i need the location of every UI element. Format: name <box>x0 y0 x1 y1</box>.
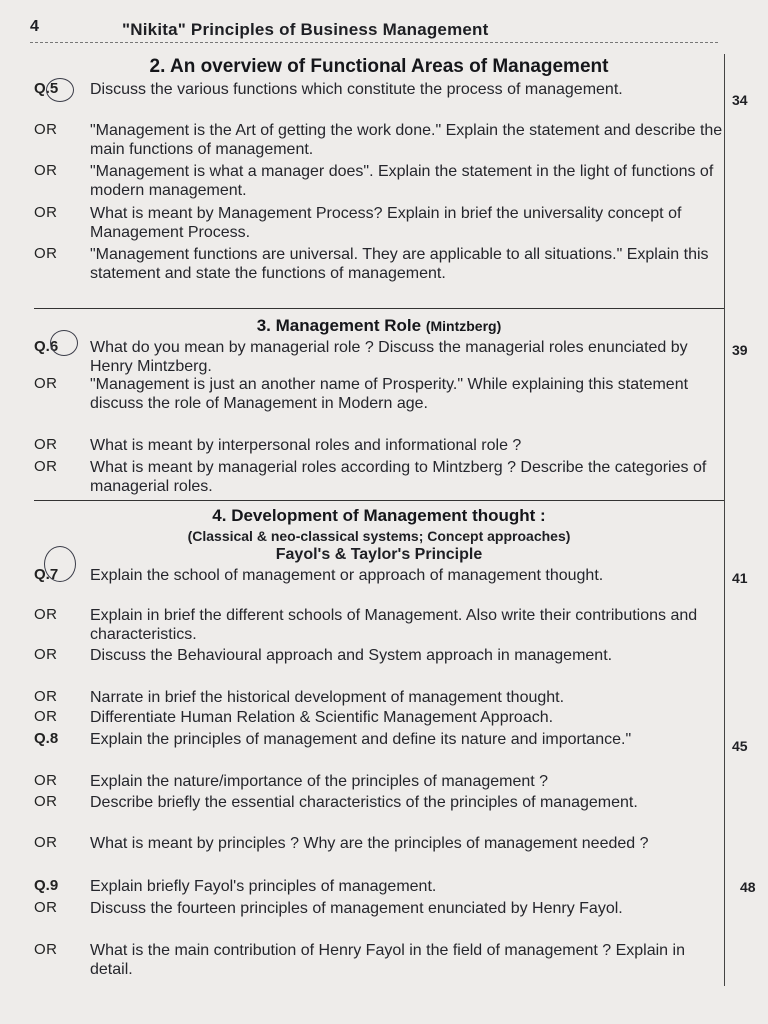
question-label: OR <box>34 688 58 705</box>
question-label: OR <box>34 772 58 789</box>
question-text: Discuss the fourteen principles of management enunciated by Henry Fayol. <box>90 900 623 917</box>
question-text: Explain briefly Fayol's principles of management. <box>90 878 437 895</box>
question-text: Discuss the Behavioural approach and System approach in management. <box>90 647 613 664</box>
question-label: Q.8 <box>34 730 59 747</box>
section-title-3-main: 3. Management Role <box>256 316 422 335</box>
question-label: Q.9 <box>34 877 59 894</box>
section-subtitle-4b: Fayol's & Taylor's Principle <box>275 546 483 563</box>
question-label: OR <box>34 899 58 916</box>
question-text: Discuss the various functions which constitute the process of management. <box>90 81 623 98</box>
question-label: Q.5 <box>34 80 59 97</box>
section-title-4: 4. Development of Management thought : <box>212 506 546 525</box>
question-text: Narrate in brief the historical development of management thought. <box>90 689 565 706</box>
section-divider <box>34 500 724 501</box>
question-label: OR <box>34 458 58 475</box>
question-label: Q.7 <box>34 566 59 583</box>
question-label: OR <box>34 204 58 221</box>
page-reference: 41 <box>732 570 748 586</box>
book-title: "Nikita" Principles of Business Management <box>122 20 489 39</box>
question-label: OR <box>34 436 58 453</box>
question-label: OR <box>34 162 58 179</box>
pen-circle-mark <box>44 546 76 582</box>
question-text: Explain in brief the different schools of Management. Also write their contributions and characteristics. <box>90 607 698 643</box>
question-text: What is meant by interpersonal roles and informational role ? <box>90 437 522 454</box>
question-text: What is meant by managerial roles according to Mintzberg ? Describe the categories of managerial roles. <box>90 459 707 495</box>
header-divider <box>30 42 718 49</box>
question-label: OR <box>34 245 58 262</box>
pen-circle-mark <box>46 78 74 102</box>
question-text: What is meant by Management Process? Explain in brief the universality concept of Management Process. <box>90 205 682 241</box>
question-label: OR <box>34 375 58 392</box>
question-label: OR <box>34 793 58 810</box>
question-label: Q.6 <box>34 338 59 355</box>
question-text: "Management is just an another name of Prosperity." While explaining this statement discuss the role of Management in Modern age. <box>90 376 689 412</box>
question-text: What is the main contribution of Henry Fayol in the field of management ? Explain in detail. <box>90 942 685 978</box>
question-text: Describe briefly the essential characteristics of the principles of management. <box>90 794 638 811</box>
question-text: Explain the principles of management and define its nature and importance." <box>90 731 632 748</box>
section-title-2: 2. An overview of Functional Areas of Management <box>149 56 609 77</box>
page-number: 4 <box>30 18 39 35</box>
question-text: Explain the school of management or approach of management thought. <box>90 567 604 584</box>
page-reference: 39 <box>732 342 748 358</box>
question-label: OR <box>34 834 58 851</box>
section-subtitle-4: (Classical & neo-classical systems; Concept approaches) <box>187 528 571 544</box>
page-header <box>30 18 630 40</box>
question-text: "Management is what a manager does". Explain the statement in the light of functions of modern management. <box>90 163 714 199</box>
question-text: "Management functions are universal. They are applicable to all situations." Explain this statement and state the functions of management. <box>90 246 709 282</box>
section-title-3-sub: (Mintzberg) <box>425 318 502 334</box>
section-title-3 <box>34 316 724 336</box>
question-label: OR <box>34 606 58 623</box>
section-divider <box>34 308 724 309</box>
page-reference: 48 <box>740 879 756 895</box>
question-text: Differentiate Human Relation & Scientific Management Approach. <box>90 709 554 726</box>
page-reference: 34 <box>732 92 748 108</box>
question-label: OR <box>34 121 58 138</box>
question-label: OR <box>34 708 58 725</box>
question-text: What do you mean by managerial role ? Discuss the managerial roles enunciated by Henry Mintzberg. <box>90 339 688 375</box>
question-label: OR <box>34 941 58 958</box>
page-reference: 45 <box>732 738 748 754</box>
question-label: OR <box>34 646 58 663</box>
question-text: "Management is the Art of getting the work done." Explain the statement and describe the main functions of management. <box>90 122 723 158</box>
pen-circle-mark <box>50 330 78 356</box>
question-text: What is meant by principles ? Why are the principles of management needed ? <box>90 835 649 852</box>
question-text: Explain the nature/importance of the principles of management ? <box>90 773 549 790</box>
